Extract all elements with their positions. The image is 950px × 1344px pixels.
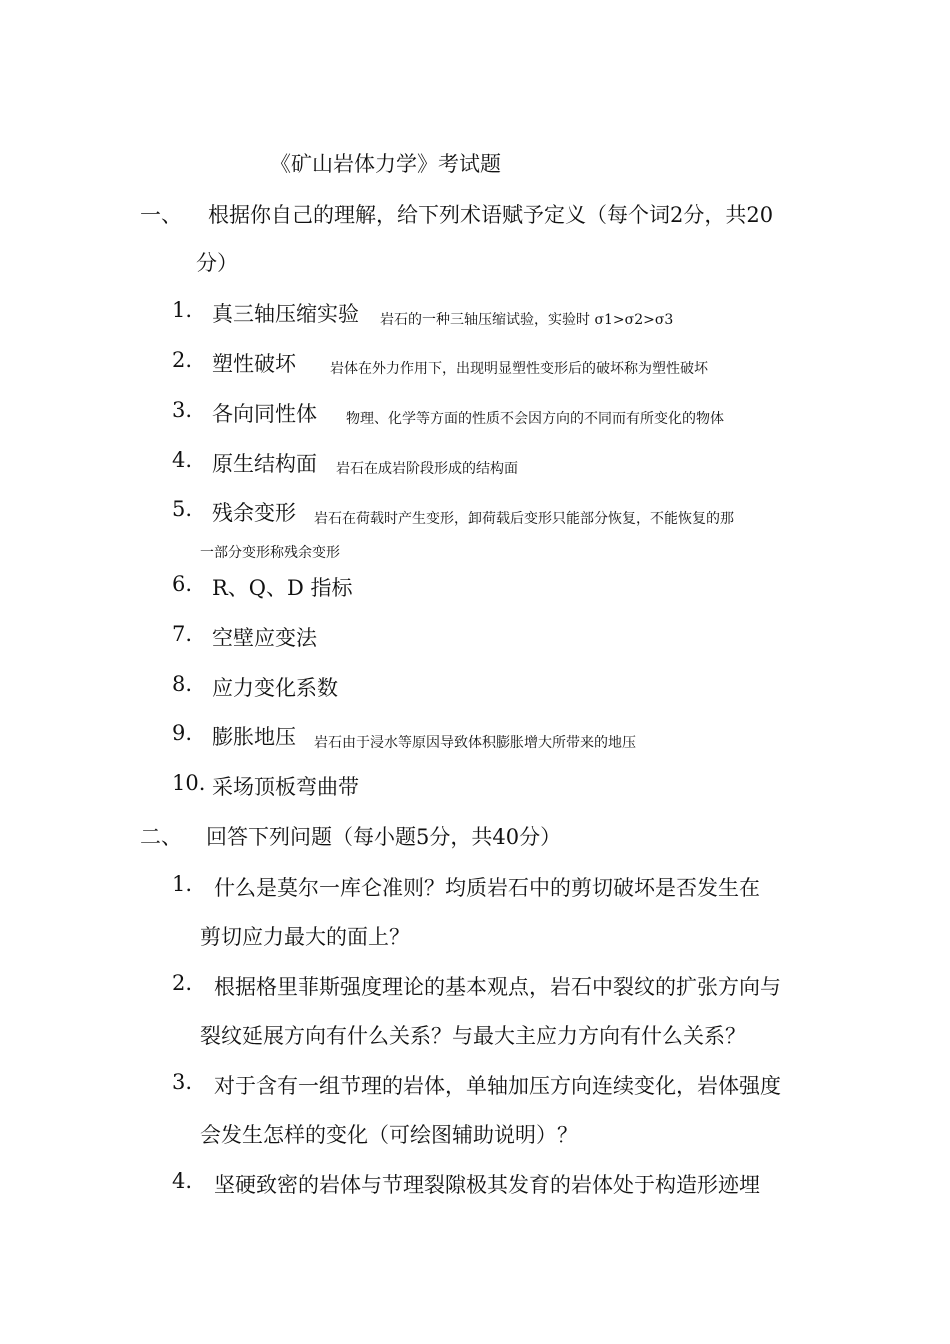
- item-7-number: 7.: [172, 622, 193, 646]
- item-10-number: 10.: [172, 771, 206, 795]
- item-2-number: 2.: [172, 348, 193, 372]
- item-7-term: 空壁应变法: [212, 626, 317, 650]
- item-4-definition: 岩石在成岩阶段形成的结构面: [336, 461, 518, 477]
- item-5-term: 残余变形: [212, 501, 296, 525]
- item-8-term: 应力变化系数: [212, 676, 338, 700]
- item-4-number: 4.: [172, 448, 193, 472]
- section-2-heading: 回答下列问题（每小题5分，共40分）: [206, 825, 562, 849]
- question-2-text: 根据格里菲斯强度理论的基本观点，岩石中裂纹的扩张方向与: [214, 975, 781, 999]
- item-3-number: 3.: [172, 398, 193, 422]
- question-2-text-cont: 裂纹延展方向有什么关系？与最大主应力方向有什么关系？: [200, 1024, 746, 1048]
- item-2-term: 塑性破坏: [212, 352, 296, 376]
- item-5-number: 5.: [172, 497, 193, 521]
- item-2-definition: 岩体在外力作用下，出现明显塑性变形后的破坏称为塑性破坏: [330, 361, 708, 377]
- item-9-definition: 岩石由于浸水等原因导致体积膨胀增大所带来的地压: [314, 735, 636, 751]
- question-4-number: 4.: [172, 1169, 193, 1193]
- question-1-text-cont: 剪切应力最大的面上？: [200, 925, 410, 949]
- section-1-heading-cont: 分）: [196, 251, 238, 275]
- item-6-number: 6.: [172, 572, 193, 596]
- item-9-number: 9.: [172, 721, 193, 745]
- question-3-text-cont: 会发生怎样的变化（可绘图辅助说明）？: [200, 1123, 578, 1147]
- item-4-term: 原生结构面: [212, 452, 317, 476]
- item-3-definition: 物理、化学等方面的性质不会因方向的不同而有所变化的物体: [346, 411, 724, 427]
- item-1-number: 1.: [172, 298, 193, 322]
- section-1-heading: 根据你自己的理解，给下列术语赋予定义（每个词2分，共20: [208, 203, 774, 227]
- question-1-number: 1.: [172, 872, 193, 896]
- question-3-text: 对于含有一组节理的岩体，单轴加压方向连续变化，岩体强度: [214, 1074, 781, 1098]
- item-6-term: R、Q、D 指标: [212, 576, 353, 600]
- item-1-term: 真三轴压缩实验: [212, 302, 359, 326]
- item-5-definition: 岩石在荷载时产生变形，卸荷载后变形只能部分恢复，不能恢复的那: [314, 511, 734, 527]
- item-10-term: 采场顶板弯曲带: [212, 775, 359, 799]
- section-2-number: 二、: [140, 825, 182, 849]
- item-3-term: 各向同性体: [212, 402, 317, 426]
- question-1-text: 什么是莫尔一库仑准则？均质岩石中的剪切破坏是否发生在: [214, 876, 760, 900]
- question-2-number: 2.: [172, 971, 193, 995]
- item-8-number: 8.: [172, 672, 193, 696]
- item-5-definition-cont: 一部分变形称残余变形: [200, 545, 340, 561]
- item-1-definition: 岩石的一种三轴压缩试验，实验时 σ1>σ2>σ3: [380, 312, 674, 328]
- item-9-term: 膨胀地压: [212, 725, 296, 749]
- question-4-text: 坚硬致密的岩体与节理裂隙极其发育的岩体处于构造形迹埋: [214, 1173, 760, 1197]
- page-title: 《矿山岩体力学》考试题: [270, 152, 501, 176]
- section-1-number: 一、: [140, 203, 182, 227]
- question-3-number: 3.: [172, 1070, 193, 1094]
